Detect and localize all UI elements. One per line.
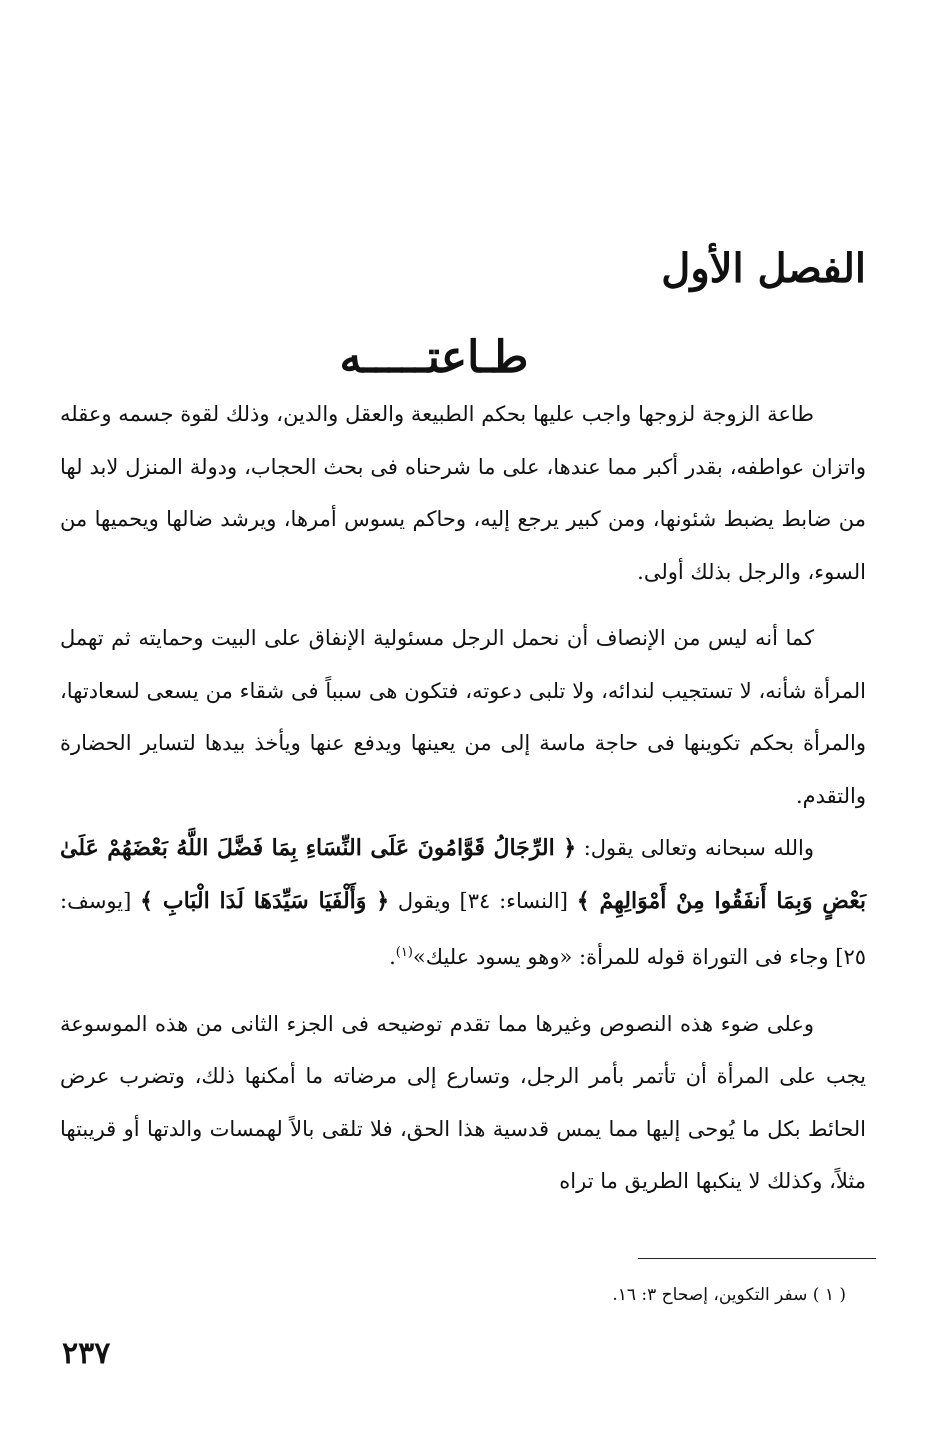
quran-verse-2: ﴿ وَأَلْفَيَا سَيِّدَهَا لَدَا الْبَابِ ﴾ bbox=[140, 887, 390, 914]
paragraph-3 bbox=[60, 822, 866, 984]
verse-1-reference: [النساء: ٣٤] ويقول bbox=[389, 888, 577, 913]
footnote-divider bbox=[638, 1258, 876, 1259]
page-number: ٢٣٧ bbox=[62, 1336, 111, 1371]
paragraph-1: طاعة الزوجة لزوجها واجب عليها بحكم الطبيعة والعقل والدين، وذلك لقوة جسمه وعقله واتزان عواطفه، بقدر أكبر مما عندها، على ما شرحناه فى بحث الحجاب، ودولة المنزل لابد لها من ضابط يضبط شئونها، ومن كبير يرجع إليه، وحاكم يسوس أمرها، ويرشد ضالها ويحميها من السوء، والرجل بذلك أولى. bbox=[60, 402, 866, 584]
quran-verse-1: ﴿ الرِّجَالُ قَوَّامُونَ عَلَى النِّسَاءِ بِمَا فَضَّلَ اللَّهُ بَعْضَهُمْ عَلَىٰ بَعْضٍ وَبِمَا أَنفَقُوا مِنْ أَمْوَالِهِمْ ﴾ bbox=[60, 835, 866, 914]
verse-2-reference: [يوسف: ٢٥] وجاء فى التوراة قوله للمرأة: «وهو يسود عليك» bbox=[60, 888, 866, 969]
chapter-title: الفصل الأول bbox=[661, 245, 866, 292]
paragraph-3-intro: والله سبحانه وتعالى يقول: bbox=[576, 836, 814, 860]
paragraph-3-end: . bbox=[389, 945, 396, 969]
paragraph-2: كما أنه ليس من الإنصاف أن نحمل الرجل مسئولية الإنفاق على البيت وحمايته ثم تهمل المرأة شأنه، لا تستجيب لندائه، ولا تلبى دعوته، فتكون هى سبباً فى شقاء من يسعى لسعادتها، والمرأة بحكم تكوينها فى حاجة ماسة إلى من يعينها ويدفع عنها ويأخذ بيدها لتساير الحضارة والتقدم. bbox=[60, 626, 866, 808]
section-title: طـاعتـــــه bbox=[339, 332, 529, 383]
paragraph-4: وعلى ضوء هذه النصوص وغيرها مما تقدم توضيحه فى الجزء الثانى من هذه الموسوعة يجب على المرأة أن تأتمر بأمر الرجل، وتسارع إلى مرضاته ما أمكنها ذلك، وتضرب عرض الحائط بكل ما يُوحى إليها مما يمس قدسية هذا الحق، فلا تلقى بالاً لهمسات والدتها أو قريبتها مثلاً، وكذلك لا ينكبها الطريق ما تراه bbox=[60, 1011, 866, 1193]
body-text bbox=[60, 388, 866, 1208]
footnote-marker[interactable]: (١) bbox=[395, 945, 413, 960]
footnote: ( ١ ) سفر التكوين، إصحاح ٣: ١٦. bbox=[612, 1285, 846, 1305]
